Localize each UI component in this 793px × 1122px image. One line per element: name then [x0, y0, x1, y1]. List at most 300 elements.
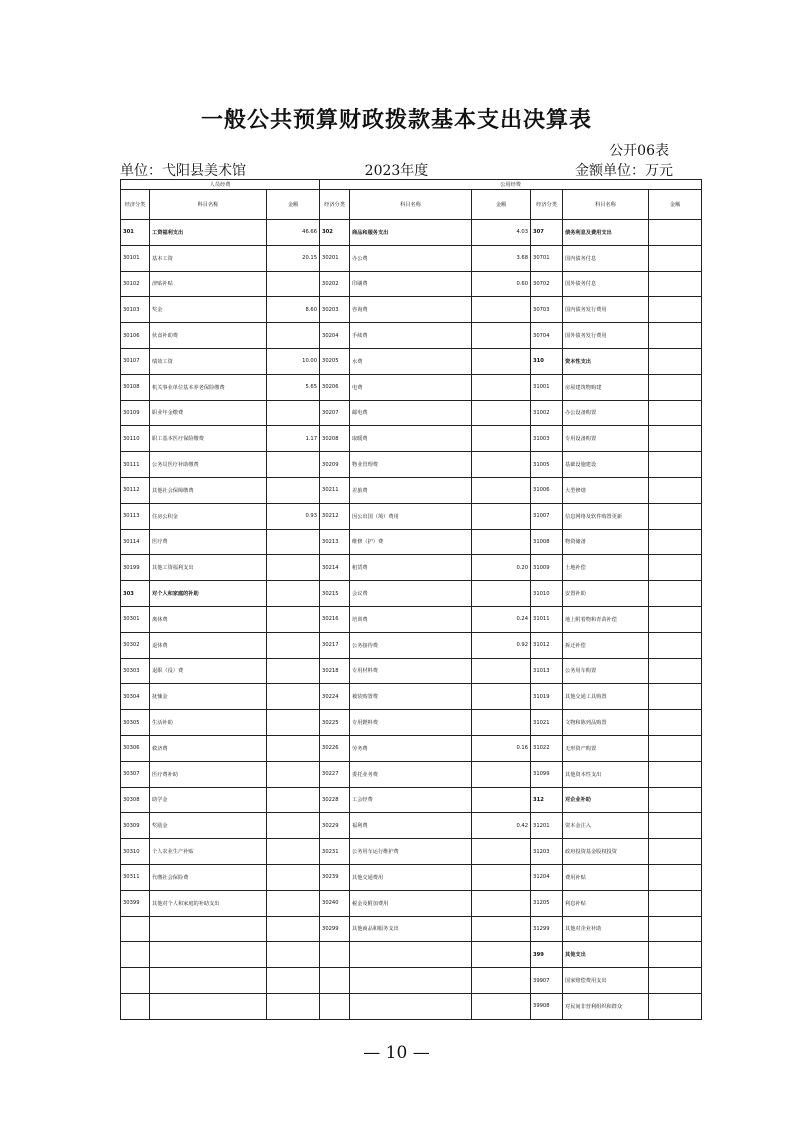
economic-code-cell: 30224: [320, 684, 350, 710]
table-row: [121, 477, 702, 503]
amount-cell: [472, 993, 531, 1019]
economic-code-cell: 31021: [531, 710, 563, 736]
economic-code-cell: 30306: [121, 735, 150, 761]
amount-cell: [649, 452, 702, 478]
economic-code-cell: 30704: [531, 323, 563, 349]
economic-code-cell: 30202: [320, 271, 350, 297]
economic-code-cell: 31013: [531, 658, 563, 684]
economic-code-cell: 30307: [121, 761, 150, 787]
amount-cell: [649, 555, 702, 581]
amount-cell: [649, 426, 702, 452]
amount-cell: [649, 503, 702, 529]
economic-code-cell: 30106: [121, 323, 150, 349]
amount-cell: [267, 787, 320, 813]
economic-code-cell: 30112: [121, 477, 150, 503]
amount-cell: [267, 684, 320, 710]
item-name-cell: 职工基本医疗保险缴费: [150, 426, 267, 452]
amount-cell: 0.92: [472, 632, 531, 658]
amount-cell: [649, 581, 702, 607]
item-name-cell: 对企业补助: [563, 787, 649, 813]
economic-code-cell: 31008: [531, 529, 563, 555]
item-name-cell: 资本金注入: [563, 813, 649, 839]
amount-cell: 0.60: [472, 271, 531, 297]
amount-cell: [472, 452, 531, 478]
economic-code-cell: 310: [531, 348, 563, 374]
economic-code-cell: 30209: [320, 452, 350, 478]
amount-cell: [649, 348, 702, 374]
economic-code-cell: 30208: [320, 426, 350, 452]
item-name-cell: 取暖费: [350, 426, 472, 452]
economic-code-cell: 30308: [121, 787, 150, 813]
item-name-cell: 印刷费: [350, 271, 472, 297]
amount-cell: [267, 942, 320, 968]
table-row: [121, 735, 702, 761]
page-title: 一般公共预算财政拨款基本支出决算表: [200, 108, 592, 133]
item-name-cell: 津贴补贴: [150, 271, 267, 297]
table-row: [121, 993, 702, 1019]
item-name-cell: 政府投资基金股权投资: [563, 839, 649, 865]
economic-code-cell: 31201: [531, 813, 563, 839]
table-row: [121, 761, 702, 787]
amount-cell: [267, 271, 320, 297]
amount-cell: [267, 916, 320, 942]
amount-cell: [472, 839, 531, 865]
economic-code-cell: [121, 916, 150, 942]
economic-code-cell: 30113: [121, 503, 150, 529]
column-header: 经济分类: [121, 190, 150, 220]
table-row: [121, 864, 702, 890]
amount-cell: [267, 632, 320, 658]
item-name-cell: 职业年金缴费: [150, 400, 267, 426]
item-name-cell: 抚恤金: [150, 684, 267, 710]
economic-code-cell: 30304: [121, 684, 150, 710]
economic-code-cell: 303: [121, 581, 150, 607]
economic-code-cell: 30311: [121, 864, 150, 890]
economic-code-cell: 30199: [121, 555, 150, 581]
item-name-cell: 培训费: [350, 606, 472, 632]
item-name-cell: 专用燃料费: [350, 710, 472, 736]
item-name-cell: 奖励金: [150, 813, 267, 839]
item-name-cell: 专用材料费: [350, 658, 472, 684]
item-name-cell: 租赁费: [350, 555, 472, 581]
table-row: [121, 606, 702, 632]
item-name-cell: 维修（护）费: [350, 529, 472, 555]
amount-cell: 8.60: [267, 297, 320, 323]
economic-code-cell: 31011: [531, 606, 563, 632]
economic-code-cell: 30201: [320, 245, 350, 271]
item-name-cell: 公务接待费: [350, 632, 472, 658]
economic-code-cell: 31019: [531, 684, 563, 710]
amount-cell: [472, 503, 531, 529]
economic-code-cell: 30218: [320, 658, 350, 684]
amount-cell: [267, 606, 320, 632]
item-name-cell: 对民间非营利组织和群众: [563, 993, 649, 1019]
table-row: [121, 271, 702, 297]
item-name-cell: 退休费: [150, 632, 267, 658]
economic-code-cell: 307: [531, 220, 563, 246]
economic-code-cell: 30305: [121, 710, 150, 736]
amount-cell: [649, 297, 702, 323]
item-name-cell: 助学金: [150, 787, 267, 813]
economic-code-cell: 31012: [531, 632, 563, 658]
item-name-cell: [350, 942, 472, 968]
item-name-cell: [150, 942, 267, 968]
item-name-cell: 资本性支出: [563, 348, 649, 374]
economic-code-cell: 30231: [320, 839, 350, 865]
item-name-cell: 其他交通费用: [350, 864, 472, 890]
amount-cell: [267, 529, 320, 555]
reporting-unit: 单位：弋阳县美术馆: [120, 163, 246, 179]
column-header: 科目名称: [563, 190, 649, 220]
economic-code-cell: 30302: [121, 632, 150, 658]
economic-code-cell: 30102: [121, 271, 150, 297]
table-row: [121, 787, 702, 813]
economic-code-cell: 31099: [531, 761, 563, 787]
item-name-cell: 国家赔偿费用支出: [563, 968, 649, 994]
amount-cell: [267, 993, 320, 1019]
item-name-cell: 邮电费: [350, 400, 472, 426]
amount-cell: [267, 735, 320, 761]
amount-cell: [649, 658, 702, 684]
table-row: [121, 813, 702, 839]
amount-cell: [649, 477, 702, 503]
amount-cell: 10.00: [267, 348, 320, 374]
item-name-cell: 债务利息及费用支出: [563, 220, 649, 246]
item-name-cell: 地上附着物和青苗补偿: [563, 606, 649, 632]
amount-cell: [267, 452, 320, 478]
column-header: 经济分类: [320, 190, 350, 220]
economic-code-cell: 31002: [531, 400, 563, 426]
fiscal-year: 2023年度: [364, 163, 429, 179]
economic-code-cell: [121, 968, 150, 994]
amount-cell: [472, 348, 531, 374]
amount-cell: [472, 968, 531, 994]
amount-cell: [649, 968, 702, 994]
amount-cell: [267, 761, 320, 787]
economic-code-cell: 30204: [320, 323, 350, 349]
amount-cell: [649, 245, 702, 271]
item-name-cell: 退职（役）费: [150, 658, 267, 684]
amount-cell: [472, 426, 531, 452]
economic-code-cell: 30399: [121, 890, 150, 916]
table-row: [121, 400, 702, 426]
item-name-cell: 水费: [350, 348, 472, 374]
item-name-cell: 手续费: [350, 323, 472, 349]
table-row: [121, 968, 702, 994]
amount-cell: [472, 761, 531, 787]
economic-code-cell: 312: [531, 787, 563, 813]
economic-code-cell: 399: [531, 942, 563, 968]
amount-cell: [649, 942, 702, 968]
item-name-cell: 公务员医疗补助缴费: [150, 452, 267, 478]
economic-code-cell: 31005: [531, 452, 563, 478]
amount-cell: [649, 735, 702, 761]
economic-code-cell: 30205: [320, 348, 350, 374]
item-name-cell: 其他支出: [563, 942, 649, 968]
column-header: 金额: [649, 190, 702, 220]
amount-cell: [267, 400, 320, 426]
amount-cell: [649, 529, 702, 555]
amount-cell: [472, 916, 531, 942]
amount-cell: [472, 658, 531, 684]
amount-cell: [649, 761, 702, 787]
economic-code-cell: 31203: [531, 839, 563, 865]
economic-code-cell: 30108: [121, 374, 150, 400]
amount-cell: [649, 271, 702, 297]
item-name-cell: 其他对个人和家庭的补助支出: [150, 890, 267, 916]
economic-code-cell: 30228: [320, 787, 350, 813]
amount-cell: 4.03: [472, 220, 531, 246]
economic-code-cell: 31006: [531, 477, 563, 503]
item-name-cell: 其他商品和服务支出: [350, 916, 472, 942]
amount-cell: [472, 890, 531, 916]
item-name-cell: 办公设备购置: [563, 400, 649, 426]
table-row: [121, 581, 702, 607]
amount-cell: [472, 323, 531, 349]
item-name-cell: 商品和服务支出: [350, 220, 472, 246]
economic-code-cell: 31009: [531, 555, 563, 581]
economic-code-cell: 30107: [121, 348, 150, 374]
personnel-group-header: 人员经费: [121, 180, 320, 190]
amount-cell: [649, 684, 702, 710]
economic-code-cell: 30702: [531, 271, 563, 297]
amount-cell: [267, 813, 320, 839]
table-row: [121, 452, 702, 478]
amount-cell: [649, 632, 702, 658]
item-name-cell: 其他资本性支出: [563, 761, 649, 787]
amount-cell: [267, 864, 320, 890]
economic-code-cell: 31204: [531, 864, 563, 890]
economic-code-cell: 30701: [531, 245, 563, 271]
item-name-cell: [150, 993, 267, 1019]
economic-code-cell: 30203: [320, 297, 350, 323]
amount-cell: [267, 323, 320, 349]
table-row: [121, 942, 702, 968]
table-row: [121, 890, 702, 916]
item-name-cell: 医疗费: [150, 529, 267, 555]
item-name-cell: 土地补偿: [563, 555, 649, 581]
column-header: 科目名称: [150, 190, 267, 220]
amount-cell: 5.65: [267, 374, 320, 400]
item-name-cell: 费用补贴: [563, 864, 649, 890]
amount-cell: [267, 890, 320, 916]
amount-cell: [649, 916, 702, 942]
amount-cell: [649, 993, 702, 1019]
table-row: [121, 684, 702, 710]
column-header: 金额: [267, 190, 320, 220]
amount-cell: [267, 477, 320, 503]
item-name-cell: 基本工资: [150, 245, 267, 271]
item-name-cell: 会议费: [350, 581, 472, 607]
economic-code-cell: 31010: [531, 581, 563, 607]
item-name-cell: 救济费: [150, 735, 267, 761]
amount-cell: 46.66: [267, 220, 320, 246]
item-name-cell: 福利费: [350, 813, 472, 839]
table-row: [121, 245, 702, 271]
economic-code-cell: 30225: [320, 710, 350, 736]
column-header: 经济分类: [531, 190, 563, 220]
table-meta: [120, 160, 673, 178]
item-name-cell: 基础设施建设: [563, 452, 649, 478]
economic-code-cell: 302: [320, 220, 350, 246]
page-number: — 10 —: [363, 1043, 430, 1063]
table-row: [121, 710, 702, 736]
public-group-header: 公用经费: [320, 180, 702, 190]
amount-cell: [649, 839, 702, 865]
amount-cell: [649, 890, 702, 916]
table-row: [121, 839, 702, 865]
item-name-cell: 机关事业单位基本养老保险缴费: [150, 374, 267, 400]
column-header-row: [121, 190, 702, 220]
item-name-cell: 房屋建筑物购建: [563, 374, 649, 400]
economic-code-cell: 30114: [121, 529, 150, 555]
item-name-cell: 绩效工资: [150, 348, 267, 374]
item-name-cell: 无形资产购置: [563, 735, 649, 761]
item-name-cell: 离休费: [150, 606, 267, 632]
economic-code-cell: [121, 993, 150, 1019]
economic-code-cell: 301: [121, 220, 150, 246]
economic-code-cell: 30703: [531, 297, 563, 323]
amount-cell: [267, 839, 320, 865]
economic-code-cell: 30310: [121, 839, 150, 865]
item-name-cell: 奖金: [150, 297, 267, 323]
item-name-cell: [350, 993, 472, 1019]
table-row: [121, 658, 702, 684]
item-name-cell: 安置补助: [563, 581, 649, 607]
item-name-cell: [150, 916, 267, 942]
amount-cell: [649, 864, 702, 890]
economic-code-cell: 39907: [531, 968, 563, 994]
economic-code-cell: 31001: [531, 374, 563, 400]
amount-cell: [267, 710, 320, 736]
economic-code-cell: 31205: [531, 890, 563, 916]
amount-cell: [472, 581, 531, 607]
amount-cell: [472, 374, 531, 400]
economic-code-cell: 31003: [531, 426, 563, 452]
item-name-cell: 医疗费补助: [150, 761, 267, 787]
item-name-cell: 因公出国（境）费用: [350, 503, 472, 529]
economic-code-cell: 30111: [121, 452, 150, 478]
amount-cell: [472, 297, 531, 323]
amount-cell: [649, 606, 702, 632]
amount-cell: [649, 220, 702, 246]
amount-cell: [267, 658, 320, 684]
item-name-cell: 工资福利支出: [150, 220, 267, 246]
table-row: [121, 426, 702, 452]
item-name-cell: 公务用车购置: [563, 658, 649, 684]
amount-cell: [267, 968, 320, 994]
table-row: [121, 632, 702, 658]
amount-cell: [472, 477, 531, 503]
table-row: [121, 297, 702, 323]
item-name-cell: 其他交通工具购置: [563, 684, 649, 710]
item-name-cell: 其他社会保障缴费: [150, 477, 267, 503]
item-name-cell: 国内债务付息: [563, 245, 649, 271]
item-name-cell: 物业管理费: [350, 452, 472, 478]
economic-code-cell: 30299: [320, 916, 350, 942]
economic-code-cell: 30214: [320, 555, 350, 581]
amount-cell: [267, 555, 320, 581]
amount-cell: [649, 710, 702, 736]
economic-code-cell: 30207: [320, 400, 350, 426]
amount-cell: [472, 684, 531, 710]
economic-code-cell: 30215: [320, 581, 350, 607]
economic-code-cell: 30301: [121, 606, 150, 632]
amount-cell: [472, 942, 531, 968]
item-name-cell: 委托业务费: [350, 761, 472, 787]
economic-code-cell: 30206: [320, 374, 350, 400]
economic-code-cell: 30227: [320, 761, 350, 787]
economic-code-cell: 30109: [121, 400, 150, 426]
amount-cell: 20.15: [267, 245, 320, 271]
item-name-cell: 被装购置费: [350, 684, 472, 710]
economic-code-cell: 30309: [121, 813, 150, 839]
item-name-cell: 其他工资福利支出: [150, 555, 267, 581]
item-name-cell: 个人农业生产补贴: [150, 839, 267, 865]
amount-cell: [649, 374, 702, 400]
item-name-cell: 生活补助: [150, 710, 267, 736]
item-name-cell: 差旅费: [350, 477, 472, 503]
item-name-cell: 大型修缮: [563, 477, 649, 503]
economic-code-cell: 30240: [320, 890, 350, 916]
economic-code-cell: 31299: [531, 916, 563, 942]
column-header: 科目名称: [350, 190, 472, 220]
amount-cell: [649, 787, 702, 813]
amount-cell: [649, 400, 702, 426]
economic-code-cell: 30211: [320, 477, 350, 503]
item-name-cell: 专用设备购置: [563, 426, 649, 452]
amount-unit: 金额单位：万元: [575, 163, 673, 179]
economic-code-cell: [320, 968, 350, 994]
item-name-cell: 住房公积金: [150, 503, 267, 529]
amount-cell: 0.93: [267, 503, 320, 529]
item-name-cell: 国外债务付息: [563, 271, 649, 297]
item-name-cell: 公务用车运行维护费: [350, 839, 472, 865]
item-name-cell: 其他对企业补助: [563, 916, 649, 942]
item-name-cell: 国内债务发行费用: [563, 297, 649, 323]
table-row: [121, 323, 702, 349]
economic-code-cell: 31007: [531, 503, 563, 529]
table-row: [121, 529, 702, 555]
economic-code-cell: 30217: [320, 632, 350, 658]
amount-cell: [649, 813, 702, 839]
item-name-cell: 拆迁补偿: [563, 632, 649, 658]
amount-cell: [472, 400, 531, 426]
economic-code-cell: 30303: [121, 658, 150, 684]
economic-code-cell: 30216: [320, 606, 350, 632]
economic-code-cell: [320, 993, 350, 1019]
table-row: [121, 916, 702, 942]
economic-code-cell: [320, 942, 350, 968]
item-name-cell: 对个人和家庭的补助: [150, 581, 267, 607]
economic-code-cell: 30101: [121, 245, 150, 271]
amount-cell: 0.20: [472, 555, 531, 581]
group-header-row: [121, 180, 702, 190]
economic-code-cell: 30213: [320, 529, 350, 555]
amount-cell: [267, 581, 320, 607]
amount-cell: 1.17: [267, 426, 320, 452]
amount-cell: 3.68: [472, 245, 531, 271]
economic-code-cell: 30229: [320, 813, 350, 839]
economic-code-cell: 30110: [121, 426, 150, 452]
amount-cell: 0.24: [472, 606, 531, 632]
item-name-cell: 代缴社会保险费: [150, 864, 267, 890]
item-name-cell: [350, 968, 472, 994]
item-name-cell: 工会经费: [350, 787, 472, 813]
table-row: [121, 503, 702, 529]
column-header: 金额: [472, 190, 531, 220]
economic-code-cell: 30239: [320, 864, 350, 890]
